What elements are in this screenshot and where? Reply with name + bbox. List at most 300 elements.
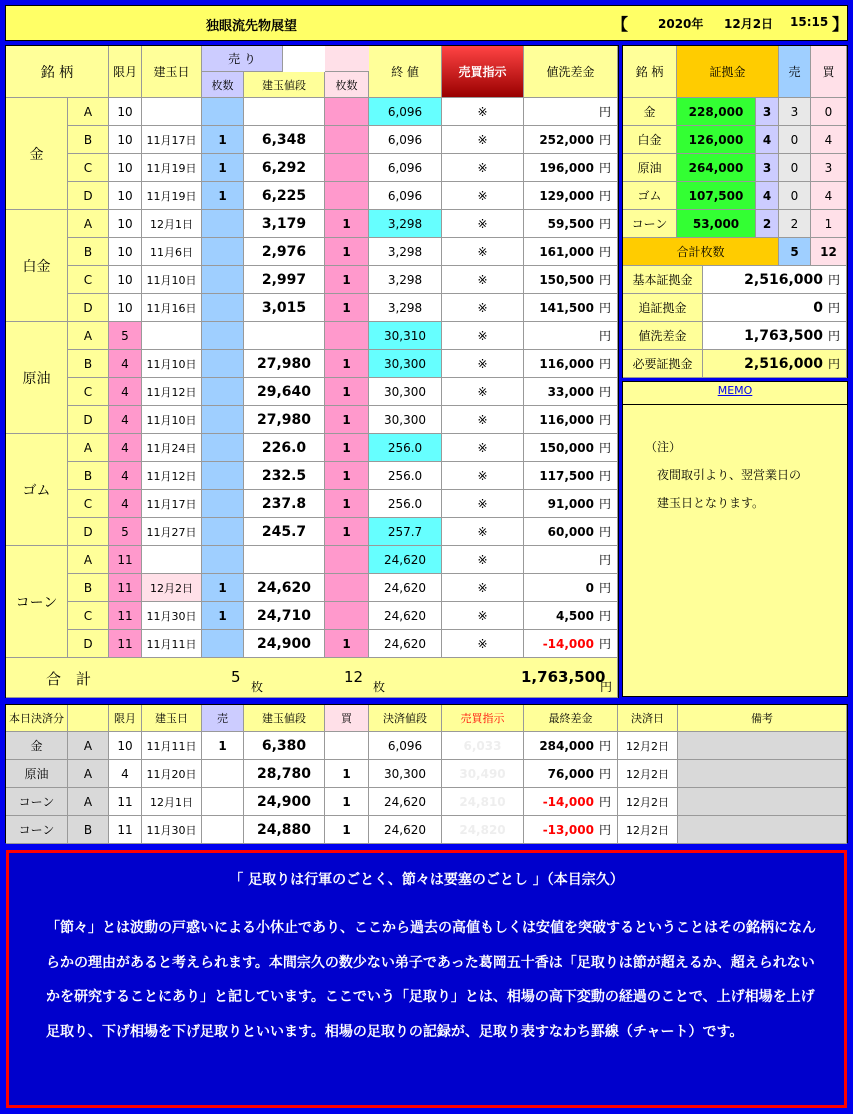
row-sell: 1 [202, 602, 244, 630]
row-date: 11月10日 [142, 350, 202, 378]
row-signal: ※ [442, 602, 524, 630]
row-diff-value: 196,000 [539, 160, 594, 175]
row-price: 2,997 [244, 266, 325, 294]
row-diff [524, 378, 618, 406]
row-diff [524, 574, 618, 602]
row-diff-value: 33,000 [547, 384, 594, 399]
row-price: 3,179 [244, 210, 325, 238]
settle-row-class: A [68, 732, 109, 760]
header-price: 建玉値段 [244, 72, 325, 98]
row-price [244, 322, 325, 350]
row-date: 11月19日 [142, 154, 202, 182]
bracket-left: 【 [612, 15, 629, 34]
row-close: 6,096 [369, 98, 442, 126]
total-sell: 5 [231, 668, 241, 686]
row-diff-value: 129,000 [539, 188, 594, 203]
row-diff-value: 60,000 [547, 524, 594, 539]
margin-row-sell: 0 [779, 126, 811, 154]
summary-value-cell [703, 322, 847, 350]
settle-row-note [678, 760, 847, 788]
bracket-right: 】 [832, 15, 849, 34]
row-sell [202, 630, 244, 658]
group-name-3: ゴム [6, 434, 68, 546]
row-diff-value: 161,000 [539, 244, 594, 259]
summary-value-cell [703, 350, 847, 378]
settle-row-name: コーン [6, 816, 68, 844]
settle-row-final-unit: 円 [598, 739, 611, 753]
row-diff-unit: 円 [598, 329, 611, 343]
settle-header-sdate: 決済日 [618, 705, 678, 732]
row-month: 10 [109, 294, 142, 322]
row-signal: ※ [442, 210, 524, 238]
settle-row-month: 4 [109, 760, 142, 788]
margin-row-name: ゴム [623, 182, 677, 210]
row-buy: 1 [325, 294, 369, 322]
settle-row-note [678, 816, 847, 844]
margin-row-sell: 2 [779, 210, 811, 238]
settle-row-final-value: -13,000 [542, 822, 594, 837]
margin-row-rate: 3 [756, 98, 779, 126]
row-close: 30,300 [369, 350, 442, 378]
row-diff-unit: 円 [598, 469, 611, 483]
row-diff-value: 150,500 [539, 272, 594, 287]
row-diff [524, 98, 618, 126]
title-date: 12月2日 [724, 17, 774, 31]
row-diff-value: 116,000 [539, 412, 594, 427]
row-buy [325, 98, 369, 126]
settle-row-sell: 1 [202, 732, 244, 760]
row-close: 3,298 [369, 238, 442, 266]
row-price: 24,900 [244, 630, 325, 658]
margin-header-buy: 買 [811, 46, 847, 98]
row-signal: ※ [442, 154, 524, 182]
row-date: 12月2日 [142, 574, 202, 602]
title-time: 15:15 [790, 15, 829, 29]
row-class: A [68, 546, 109, 574]
row-class: C [68, 266, 109, 294]
settle-row-buy: 1 [325, 816, 369, 844]
row-diff-unit: 円 [598, 413, 611, 427]
row-month: 11 [109, 630, 142, 658]
row-buy [325, 154, 369, 182]
row-sell [202, 462, 244, 490]
row-close: 257.7 [369, 518, 442, 546]
row-buy [325, 126, 369, 154]
row-diff-value: 150,000 [539, 440, 594, 455]
row-class: D [68, 294, 109, 322]
settle-row-sprice: 6,096 [369, 732, 442, 760]
row-buy: 1 [325, 490, 369, 518]
row-close: 3,298 [369, 210, 442, 238]
row-close: 3,298 [369, 266, 442, 294]
settle-row-price: 24,900 [244, 788, 325, 816]
row-sell [202, 266, 244, 294]
row-close: 24,620 [369, 602, 442, 630]
row-close: 6,096 [369, 154, 442, 182]
row-diff [524, 546, 618, 574]
margin-row-sell: 3 [779, 98, 811, 126]
quote-box [6, 850, 847, 1108]
row-class: C [68, 490, 109, 518]
row-price: 24,620 [244, 574, 325, 602]
header-date: 建玉日 [142, 46, 202, 98]
row-month: 4 [109, 406, 142, 434]
settle-header-month: 限月 [109, 705, 142, 732]
row-sell [202, 434, 244, 462]
row-buy [325, 546, 369, 574]
row-buy: 1 [325, 462, 369, 490]
settle-row-price: 24,880 [244, 816, 325, 844]
row-price: 245.7 [244, 518, 325, 546]
total-sell-unit: 枚 [251, 680, 264, 694]
settle-row-sdate: 12月2日 [618, 732, 678, 760]
margin-row-rate: 4 [756, 182, 779, 210]
row-class: B [68, 462, 109, 490]
row-date: 11月30日 [142, 602, 202, 630]
row-price: 6,225 [244, 182, 325, 210]
row-sell [202, 322, 244, 350]
row-diff-value: 141,500 [539, 300, 594, 315]
row-diff [524, 294, 618, 322]
settle-row-final-value: 284,000 [539, 738, 594, 753]
total-diff: 1,763,500 [521, 668, 606, 686]
row-month: 10 [109, 154, 142, 182]
row-price: 237.8 [244, 490, 325, 518]
row-class: C [68, 378, 109, 406]
row-buy: 1 [325, 434, 369, 462]
row-diff [524, 182, 618, 210]
row-diff-unit: 円 [598, 217, 611, 231]
margin-row-buy: 3 [811, 154, 847, 182]
settle-row-final-unit: 円 [598, 823, 611, 837]
row-diff [524, 126, 618, 154]
row-diff-unit: 円 [598, 525, 611, 539]
settle-row-class: B [68, 816, 109, 844]
margin-row-sell: 0 [779, 154, 811, 182]
row-diff-unit: 円 [598, 357, 611, 371]
margin-row-name: コーン [623, 210, 677, 238]
row-month: 5 [109, 518, 142, 546]
row-diff-unit: 円 [598, 105, 611, 119]
row-signal: ※ [442, 322, 524, 350]
row-date: 11月11日 [142, 630, 202, 658]
settle-header-buy: 買 [325, 705, 369, 732]
settle-row-sdate: 12月2日 [618, 760, 678, 788]
settle-row-final [524, 816, 618, 844]
margin-row-buy: 0 [811, 98, 847, 126]
row-diff-value: 59,500 [547, 216, 594, 231]
summary-value-cell [703, 266, 847, 294]
positions-table [5, 45, 619, 698]
settle-row-price: 6,380 [244, 732, 325, 760]
row-diff [524, 154, 618, 182]
row-month: 4 [109, 462, 142, 490]
row-diff-value: 252,000 [539, 132, 594, 147]
margin-table [622, 45, 848, 378]
quote-title: 「 足取りは行軍のごとく、節々は要塞のごとし 」（本目宗久） [229, 872, 624, 888]
row-date: 12月1日 [142, 210, 202, 238]
row-diff-value: 116,000 [539, 356, 594, 371]
row-month: 10 [109, 238, 142, 266]
page-title: 独眼流先物展望 [206, 19, 298, 34]
settle-row-name: 金 [6, 732, 68, 760]
row-buy: 1 [325, 266, 369, 294]
header-close: 終 値 [369, 46, 442, 98]
settle-row-sell [202, 788, 244, 816]
row-price: 29,640 [244, 378, 325, 406]
summary-label: 値洗差金 [623, 322, 703, 350]
row-signal: ※ [442, 238, 524, 266]
row-diff-unit: 円 [598, 581, 611, 595]
settle-row-note [678, 788, 847, 816]
row-sell [202, 210, 244, 238]
row-month: 4 [109, 434, 142, 462]
row-month: 11 [109, 602, 142, 630]
row-diff-unit: 円 [598, 161, 611, 175]
row-buy: 1 [325, 378, 369, 406]
settle-header-signal: 売買指示 [442, 705, 524, 732]
row-sell [202, 406, 244, 434]
row-signal: ※ [442, 574, 524, 602]
settle-header-sell: 売 [202, 705, 244, 732]
settle-row-date: 11月11日 [142, 732, 202, 760]
margin-row-name: 白金 [623, 126, 677, 154]
margin-row-buy: 1 [811, 210, 847, 238]
group-name-1: 白金 [6, 210, 68, 322]
row-sell: 1 [202, 574, 244, 602]
row-signal: ※ [442, 462, 524, 490]
row-date: 11月17日 [142, 126, 202, 154]
row-diff [524, 602, 618, 630]
row-signal: ※ [442, 378, 524, 406]
summary-value-cell [703, 294, 847, 322]
row-diff-unit: 円 [598, 385, 611, 399]
total-buy: 12 [344, 668, 364, 686]
row-sell [202, 546, 244, 574]
row-month: 10 [109, 126, 142, 154]
row-month: 11 [109, 546, 142, 574]
margin-row-rate: 3 [756, 154, 779, 182]
row-close: 6,096 [369, 126, 442, 154]
settle-row-class: A [68, 788, 109, 816]
quote-body: 「節々」とは波動の戸惑いによる小休止であり、ここから過去の高値もしくは安値を突破するということはその銘柄になんらかの理由があると考えられます。本間宗久の数少ない弟子であった葛岡五十香は「足取りは節が超えるか、超えられないかを研究することにあり」と記しています。ここでいう「足取り」とは、相場の高下変動の経過のことで、上げ相場を上げ足取り、下げ相場を下げ足取りといいます。相場の足取りの記録が、足取り表すなわち罫線（チャート）です。 [46, 920, 816, 1040]
margin-row-amount: 264,000 [677, 154, 756, 182]
row-buy: 1 [325, 350, 369, 378]
row-close: 24,620 [369, 574, 442, 602]
margin-count-buy: 12 [811, 238, 847, 266]
row-diff-unit: 円 [598, 497, 611, 511]
row-signal: ※ [442, 266, 524, 294]
row-diff [524, 238, 618, 266]
row-signal: ※ [442, 126, 524, 154]
row-price: 2,976 [244, 238, 325, 266]
settle-row-final-value: 76,000 [547, 766, 594, 781]
row-date [142, 322, 202, 350]
row-diff-unit: 円 [598, 133, 611, 147]
summary-value: 2,516,000 [744, 271, 823, 288]
summary-value: 0 [813, 299, 823, 316]
row-diff-unit: 円 [598, 245, 611, 259]
row-date: 11月6日 [142, 238, 202, 266]
row-diff-value: -14,000 [542, 636, 594, 651]
summary-value: 2,516,000 [744, 355, 823, 372]
row-sell [202, 98, 244, 126]
margin-row-amount: 107,500 [677, 182, 756, 210]
margin-count-label: 合計枚数 [623, 238, 779, 266]
title-bar [5, 5, 848, 41]
row-date: 11月12日 [142, 462, 202, 490]
row-month: 10 [109, 266, 142, 294]
margin-header-brand: 銘 柄 [623, 46, 677, 98]
row-class: C [68, 154, 109, 182]
row-class: B [68, 574, 109, 602]
row-date [142, 98, 202, 126]
memo-note-2: 夜間取引より、翌営業日の [657, 468, 802, 482]
row-diff [524, 518, 618, 546]
total-unit: 円 [600, 680, 613, 694]
row-month: 4 [109, 350, 142, 378]
row-date: 11月17日 [142, 490, 202, 518]
settle-row-name: 原油 [6, 760, 68, 788]
row-close: 24,620 [369, 546, 442, 574]
memo-panel [622, 381, 848, 697]
group-name-0: 金 [6, 98, 68, 210]
row-price: 3,015 [244, 294, 325, 322]
margin-row-rate: 4 [756, 126, 779, 154]
row-class: B [68, 126, 109, 154]
summary-label: 基本証拠金 [623, 266, 703, 294]
settlement-table [5, 704, 848, 843]
settle-row-final-value: -14,000 [542, 794, 594, 809]
row-close: 6,096 [369, 182, 442, 210]
header-diff: 値洗差金 [524, 46, 618, 98]
row-date: 11月24日 [142, 434, 202, 462]
row-date: 11月19日 [142, 182, 202, 210]
settle-row-class: A [68, 760, 109, 788]
row-class: B [68, 350, 109, 378]
settle-row-final-unit: 円 [598, 795, 611, 809]
settle-row-signal: 24,810 [442, 788, 524, 816]
header-month: 限月 [109, 46, 142, 98]
row-buy [325, 182, 369, 210]
settle-row-sell [202, 760, 244, 788]
row-month: 10 [109, 182, 142, 210]
settle-row-note [678, 732, 847, 760]
row-diff-unit: 円 [598, 189, 611, 203]
settle-row-signal: 6,033 [442, 732, 524, 760]
summary-unit: 円 [827, 357, 840, 371]
row-diff [524, 462, 618, 490]
row-price: 6,292 [244, 154, 325, 182]
settle-row-date: 11月20日 [142, 760, 202, 788]
row-signal: ※ [442, 182, 524, 210]
row-close: 24,620 [369, 630, 442, 658]
row-date: 11月12日 [142, 378, 202, 406]
settle-row-price: 28,780 [244, 760, 325, 788]
row-sell [202, 490, 244, 518]
row-class: D [68, 406, 109, 434]
margin-row-buy: 4 [811, 182, 847, 210]
settle-header-note: 備考 [678, 705, 847, 732]
row-close: 3,298 [369, 294, 442, 322]
total-label: 合 計 [46, 670, 92, 688]
margin-count-sell: 5 [779, 238, 811, 266]
settle-row-sprice: 24,620 [369, 788, 442, 816]
summary-unit: 円 [827, 301, 840, 315]
summary-label: 追証拠金 [623, 294, 703, 322]
row-diff-value: 91,000 [547, 496, 594, 511]
margin-row-buy: 4 [811, 126, 847, 154]
settle-header-sprice: 決済値段 [369, 705, 442, 732]
row-class: A [68, 98, 109, 126]
row-month: 5 [109, 322, 142, 350]
settle-row-sdate: 12月2日 [618, 816, 678, 844]
row-diff [524, 322, 618, 350]
total-buy-unit: 枚 [373, 680, 386, 694]
header-signal: 売買指示 [442, 46, 524, 98]
row-diff [524, 210, 618, 238]
header-brand: 銘 柄 [6, 46, 109, 98]
settle-row-sprice: 24,620 [369, 816, 442, 844]
row-date [142, 546, 202, 574]
row-buy: 1 [325, 630, 369, 658]
row-diff-value: 0 [585, 580, 594, 595]
settle-row-month: 10 [109, 732, 142, 760]
margin-row-amount: 126,000 [677, 126, 756, 154]
settle-row-sdate: 12月2日 [618, 788, 678, 816]
header-sell: 売 り [202, 46, 283, 72]
settle-row-buy: 1 [325, 788, 369, 816]
row-price: 6,348 [244, 126, 325, 154]
row-buy [325, 322, 369, 350]
row-month: 4 [109, 490, 142, 518]
row-date: 11月10日 [142, 266, 202, 294]
row-month: 4 [109, 378, 142, 406]
row-month: 11 [109, 574, 142, 602]
row-price [244, 546, 325, 574]
row-diff-value: 117,500 [539, 468, 594, 483]
summary-unit: 円 [827, 273, 840, 287]
settle-header-class [68, 705, 109, 732]
row-diff [524, 630, 618, 658]
row-month: 10 [109, 210, 142, 238]
settle-header-price: 建玉値段 [244, 705, 325, 732]
row-signal: ※ [442, 434, 524, 462]
row-signal: ※ [442, 518, 524, 546]
row-buy [325, 574, 369, 602]
row-close: 256.0 [369, 462, 442, 490]
row-diff-unit: 円 [598, 273, 611, 287]
row-class: B [68, 238, 109, 266]
row-class: A [68, 210, 109, 238]
settle-row-sell [202, 816, 244, 844]
memo-note-1: （注） [645, 440, 682, 454]
settle-row-date: 11月30日 [142, 816, 202, 844]
row-buy: 1 [325, 406, 369, 434]
memo-title[interactable]: MEMO [717, 384, 753, 397]
row-price: 24,710 [244, 602, 325, 630]
row-month: 10 [109, 98, 142, 126]
row-price: 226.0 [244, 434, 325, 462]
row-signal: ※ [442, 630, 524, 658]
row-diff-unit: 円 [598, 553, 611, 567]
row-diff-value: 4,500 [556, 608, 594, 623]
row-close: 256.0 [369, 434, 442, 462]
row-price [244, 98, 325, 126]
header-sell-qty: 枚数 [202, 72, 244, 98]
row-signal: ※ [442, 490, 524, 518]
settle-row-final [524, 788, 618, 816]
